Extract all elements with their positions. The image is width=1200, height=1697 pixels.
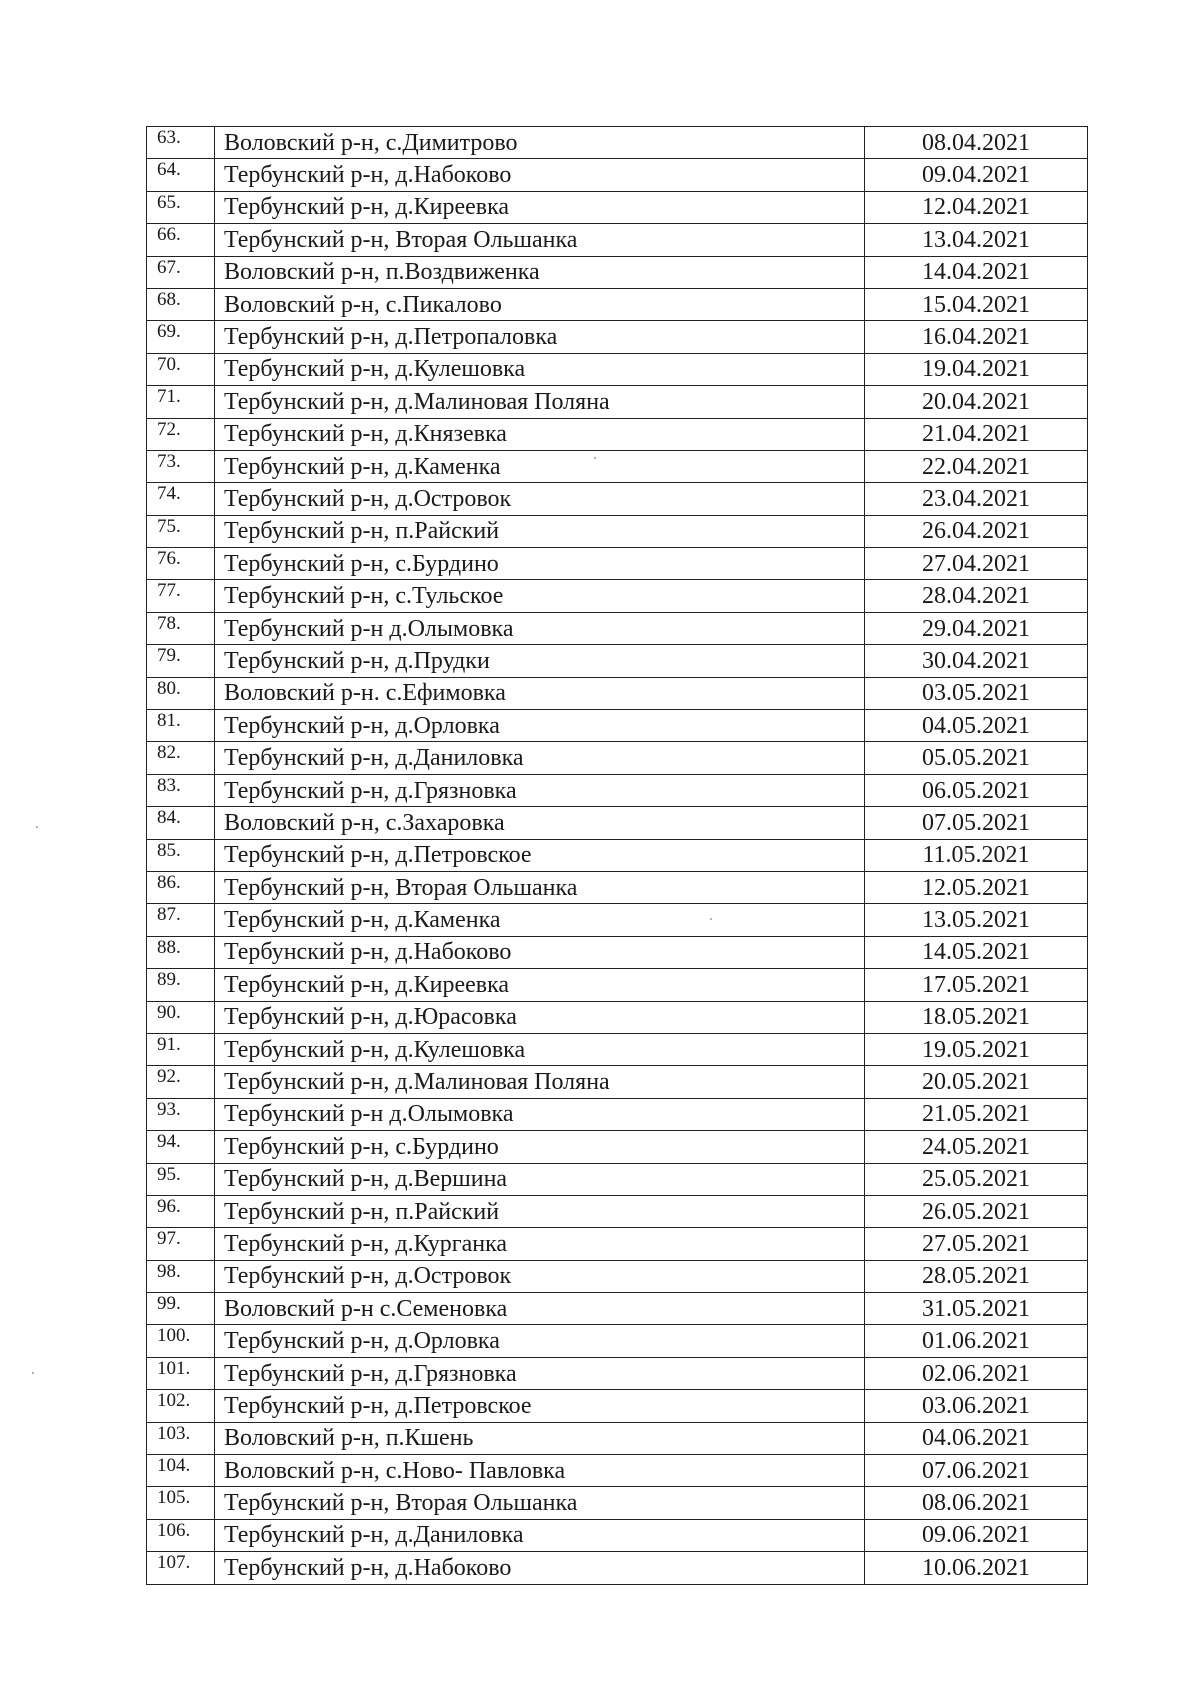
row-number: 94. — [147, 1131, 215, 1163]
date-cell: 12.05.2021 — [865, 871, 1088, 903]
date-cell: 29.04.2021 — [865, 612, 1088, 644]
date-cell: 13.04.2021 — [865, 224, 1088, 256]
scan-speck — [36, 826, 38, 828]
date-cell: 30.04.2021 — [865, 645, 1088, 677]
table-row — [147, 321, 1088, 353]
location-cell: Тербунский р-н, д.Грязновка — [215, 774, 865, 806]
location-cell: Тербунский р-н, Вторая Ольшанка — [215, 871, 865, 903]
location-cell: Тербунский р-н, с.Бурдино — [215, 548, 865, 580]
date-cell: 21.05.2021 — [865, 1098, 1088, 1130]
date-cell: 09.06.2021 — [865, 1519, 1088, 1551]
location-cell: Тербунский р-н, д.Курганка — [215, 1228, 865, 1260]
row-number: 81. — [147, 710, 215, 742]
table-row — [147, 1260, 1088, 1292]
location-cell: Тербунский р-н, д.Даниловка — [215, 1519, 865, 1551]
date-cell: 03.06.2021 — [865, 1390, 1088, 1422]
row-number: 75. — [147, 515, 215, 547]
row-number: 67. — [147, 256, 215, 288]
location-cell: Тербунский р-н, д.Набоково — [215, 159, 865, 191]
date-cell: 11.05.2021 — [865, 839, 1088, 871]
row-number: 91. — [147, 1033, 215, 1065]
date-cell: 06.05.2021 — [865, 774, 1088, 806]
date-cell: 04.06.2021 — [865, 1422, 1088, 1454]
table-row — [147, 1552, 1088, 1584]
location-cell: Тербунский р-н д.Олымовка — [215, 612, 865, 644]
table-row — [147, 904, 1088, 936]
location-cell: Тербунский р-н, п.Райский — [215, 515, 865, 547]
location-cell: Тербунский р-н, д.Малиновая Поляна — [215, 1066, 865, 1098]
row-number: 64. — [147, 159, 215, 191]
date-cell: 25.05.2021 — [865, 1163, 1088, 1195]
location-cell: Тербунский р-н, д.Даниловка — [215, 742, 865, 774]
row-number: 100. — [147, 1325, 215, 1357]
location-cell: Тербунский р-н, д.Набоково — [215, 1552, 865, 1584]
location-cell: Тербунский р-н д.Олымовка — [215, 1098, 865, 1130]
scan-speck — [710, 918, 712, 920]
table-row — [147, 224, 1088, 256]
table-row — [147, 1293, 1088, 1325]
location-cell: Тербунский р-н, д.Каменка — [215, 450, 865, 482]
date-cell: 28.05.2021 — [865, 1260, 1088, 1292]
row-number: 97. — [147, 1228, 215, 1260]
table-row — [147, 1357, 1088, 1389]
table-row — [147, 1066, 1088, 1098]
location-cell: Воловский р-н, с.Ново- Павловка — [215, 1455, 865, 1487]
row-number: 89. — [147, 969, 215, 1001]
table-row — [147, 871, 1088, 903]
location-cell: Воловский р-н. с.Ефимовка — [215, 677, 865, 709]
row-number: 74. — [147, 483, 215, 515]
row-number: 92. — [147, 1066, 215, 1098]
table-row — [147, 1001, 1088, 1033]
date-cell: 14.04.2021 — [865, 256, 1088, 288]
table-row — [147, 710, 1088, 742]
date-cell: 19.05.2021 — [865, 1033, 1088, 1065]
table-row — [147, 515, 1088, 547]
row-number: 78. — [147, 612, 215, 644]
location-cell: Тербунский р-н, д.Островок — [215, 1260, 865, 1292]
date-cell: 13.05.2021 — [865, 904, 1088, 936]
date-cell: 03.05.2021 — [865, 677, 1088, 709]
location-cell: Воловский р-н, с.Димитрово — [215, 127, 865, 159]
scan-speck — [32, 1372, 34, 1374]
row-number: 88. — [147, 936, 215, 968]
date-cell: 31.05.2021 — [865, 1293, 1088, 1325]
table-row — [147, 580, 1088, 612]
date-cell: 08.06.2021 — [865, 1487, 1088, 1519]
location-cell: Тербунский р-н, п.Райский — [215, 1195, 865, 1227]
table-row — [147, 774, 1088, 806]
location-cell: Тербунский р-н, д.Малиновая Поляна — [215, 386, 865, 418]
date-cell: 15.04.2021 — [865, 288, 1088, 320]
date-cell: 19.04.2021 — [865, 353, 1088, 385]
date-cell: 27.04.2021 — [865, 548, 1088, 580]
table-row — [147, 450, 1088, 482]
location-cell: Тербунский р-н, Вторая Ольшанка — [215, 1487, 865, 1519]
table-row — [147, 1487, 1088, 1519]
location-cell: Тербунский р-н, д.Кулешовка — [215, 1033, 865, 1065]
row-number: 79. — [147, 645, 215, 677]
table-row — [147, 1519, 1088, 1551]
row-number: 82. — [147, 742, 215, 774]
date-cell: 01.06.2021 — [865, 1325, 1088, 1357]
row-number: 86. — [147, 871, 215, 903]
table-row — [147, 483, 1088, 515]
row-number: 69. — [147, 321, 215, 353]
table-row — [147, 191, 1088, 223]
date-cell: 10.06.2021 — [865, 1552, 1088, 1584]
location-cell: Тербунский р-н, Вторая Ольшанка — [215, 224, 865, 256]
table-row — [147, 645, 1088, 677]
date-cell: 07.06.2021 — [865, 1455, 1088, 1487]
row-number: 93. — [147, 1098, 215, 1130]
row-number: 84. — [147, 807, 215, 839]
date-cell: 26.05.2021 — [865, 1195, 1088, 1227]
date-cell: 17.05.2021 — [865, 969, 1088, 1001]
location-cell: Тербунский р-н, д.Орловка — [215, 1325, 865, 1357]
location-cell: Тербунский р-н, д.Петровское — [215, 1390, 865, 1422]
table-row — [147, 256, 1088, 288]
date-cell: 14.05.2021 — [865, 936, 1088, 968]
date-cell: 04.05.2021 — [865, 710, 1088, 742]
location-cell: Воловский р-н, с.Пикалово — [215, 288, 865, 320]
row-number: 90. — [147, 1001, 215, 1033]
row-number: 77. — [147, 580, 215, 612]
table-row — [147, 612, 1088, 644]
location-cell: Тербунский р-н, д.Киреевка — [215, 969, 865, 1001]
date-cell: 02.06.2021 — [865, 1357, 1088, 1389]
location-cell: Тербунский р-н, д.Вершина — [215, 1163, 865, 1195]
location-cell: Тербунский р-н, д.Петропаловка — [215, 321, 865, 353]
date-cell: 26.04.2021 — [865, 515, 1088, 547]
date-cell: 20.04.2021 — [865, 386, 1088, 418]
table-row — [147, 288, 1088, 320]
row-number: 65. — [147, 191, 215, 223]
row-number: 87. — [147, 904, 215, 936]
row-number: 68. — [147, 288, 215, 320]
table-row — [147, 1163, 1088, 1195]
location-cell: Тербунский р-н, д.Островок — [215, 483, 865, 515]
table-row — [147, 1228, 1088, 1260]
schedule-table — [146, 126, 1088, 1585]
table-row — [147, 1422, 1088, 1454]
location-cell: Тербунский р-н, д.Кулешовка — [215, 353, 865, 385]
location-cell: Тербунский р-н, д.Князевка — [215, 418, 865, 450]
row-number: 73. — [147, 450, 215, 482]
date-cell: 18.05.2021 — [865, 1001, 1088, 1033]
location-cell: Тербунский р-н, д.Юрасовка — [215, 1001, 865, 1033]
row-number: 105. — [147, 1487, 215, 1519]
date-cell: 20.05.2021 — [865, 1066, 1088, 1098]
location-cell: Воловский р-н, с.Захаровка — [215, 807, 865, 839]
location-cell: Воловский р-н, п.Воздвиженка — [215, 256, 865, 288]
row-number: 63. — [147, 127, 215, 159]
table-row — [147, 1455, 1088, 1487]
table-row — [147, 1195, 1088, 1227]
location-cell: Воловский р-н, п.Кшень — [215, 1422, 865, 1454]
location-cell: Тербунский р-н, д.Киреевка — [215, 191, 865, 223]
table-row — [147, 969, 1088, 1001]
row-number: 80. — [147, 677, 215, 709]
row-number: 85. — [147, 839, 215, 871]
table-row — [147, 807, 1088, 839]
date-cell: 09.04.2021 — [865, 159, 1088, 191]
row-number: 98. — [147, 1260, 215, 1292]
row-number: 70. — [147, 353, 215, 385]
location-cell: Тербунский р-н, д.Набоково — [215, 936, 865, 968]
row-number: 76. — [147, 548, 215, 580]
location-cell: Тербунский р-н, д.Прудки — [215, 645, 865, 677]
location-cell: Тербунский р-н, с.Бурдино — [215, 1131, 865, 1163]
table-row — [147, 1325, 1088, 1357]
table-row — [147, 548, 1088, 580]
table-row — [147, 1131, 1088, 1163]
row-number: 72. — [147, 418, 215, 450]
table-row — [147, 159, 1088, 191]
date-cell: 27.05.2021 — [865, 1228, 1088, 1260]
date-cell: 12.04.2021 — [865, 191, 1088, 223]
row-number: 102. — [147, 1390, 215, 1422]
location-cell: Тербунский р-н, д.Каменка — [215, 904, 865, 936]
location-cell: Тербунский р-н, д.Орловка — [215, 710, 865, 742]
table-row — [147, 1098, 1088, 1130]
row-number: 66. — [147, 224, 215, 256]
date-cell: 23.04.2021 — [865, 483, 1088, 515]
table-row — [147, 1390, 1088, 1422]
row-number: 104. — [147, 1455, 215, 1487]
row-number: 101. — [147, 1357, 215, 1389]
table-row — [147, 742, 1088, 774]
date-cell: 08.04.2021 — [865, 127, 1088, 159]
location-cell: Тербунский р-н, с.Тульское — [215, 580, 865, 612]
row-number: 96. — [147, 1195, 215, 1227]
table-row — [147, 677, 1088, 709]
row-number: 83. — [147, 774, 215, 806]
date-cell: 07.05.2021 — [865, 807, 1088, 839]
table-row — [147, 353, 1088, 385]
schedule-table-body — [147, 127, 1088, 1585]
table-row — [147, 418, 1088, 450]
date-cell: 28.04.2021 — [865, 580, 1088, 612]
scan-speck — [594, 457, 596, 459]
date-cell: 05.05.2021 — [865, 742, 1088, 774]
table-row — [147, 127, 1088, 159]
row-number: 103. — [147, 1422, 215, 1454]
location-cell: Тербунский р-н, д.Петровское — [215, 839, 865, 871]
table-row — [147, 1033, 1088, 1065]
row-number: 106. — [147, 1519, 215, 1551]
table-row — [147, 936, 1088, 968]
date-cell: 16.04.2021 — [865, 321, 1088, 353]
row-number: 99. — [147, 1293, 215, 1325]
table-row — [147, 839, 1088, 871]
location-cell: Тербунский р-н, д.Грязновка — [215, 1357, 865, 1389]
table-row — [147, 386, 1088, 418]
row-number: 107. — [147, 1552, 215, 1584]
date-cell: 21.04.2021 — [865, 418, 1088, 450]
row-number: 95. — [147, 1163, 215, 1195]
date-cell: 24.05.2021 — [865, 1131, 1088, 1163]
date-cell: 22.04.2021 — [865, 450, 1088, 482]
location-cell: Воловский р-н с.Семеновка — [215, 1293, 865, 1325]
row-number: 71. — [147, 386, 215, 418]
